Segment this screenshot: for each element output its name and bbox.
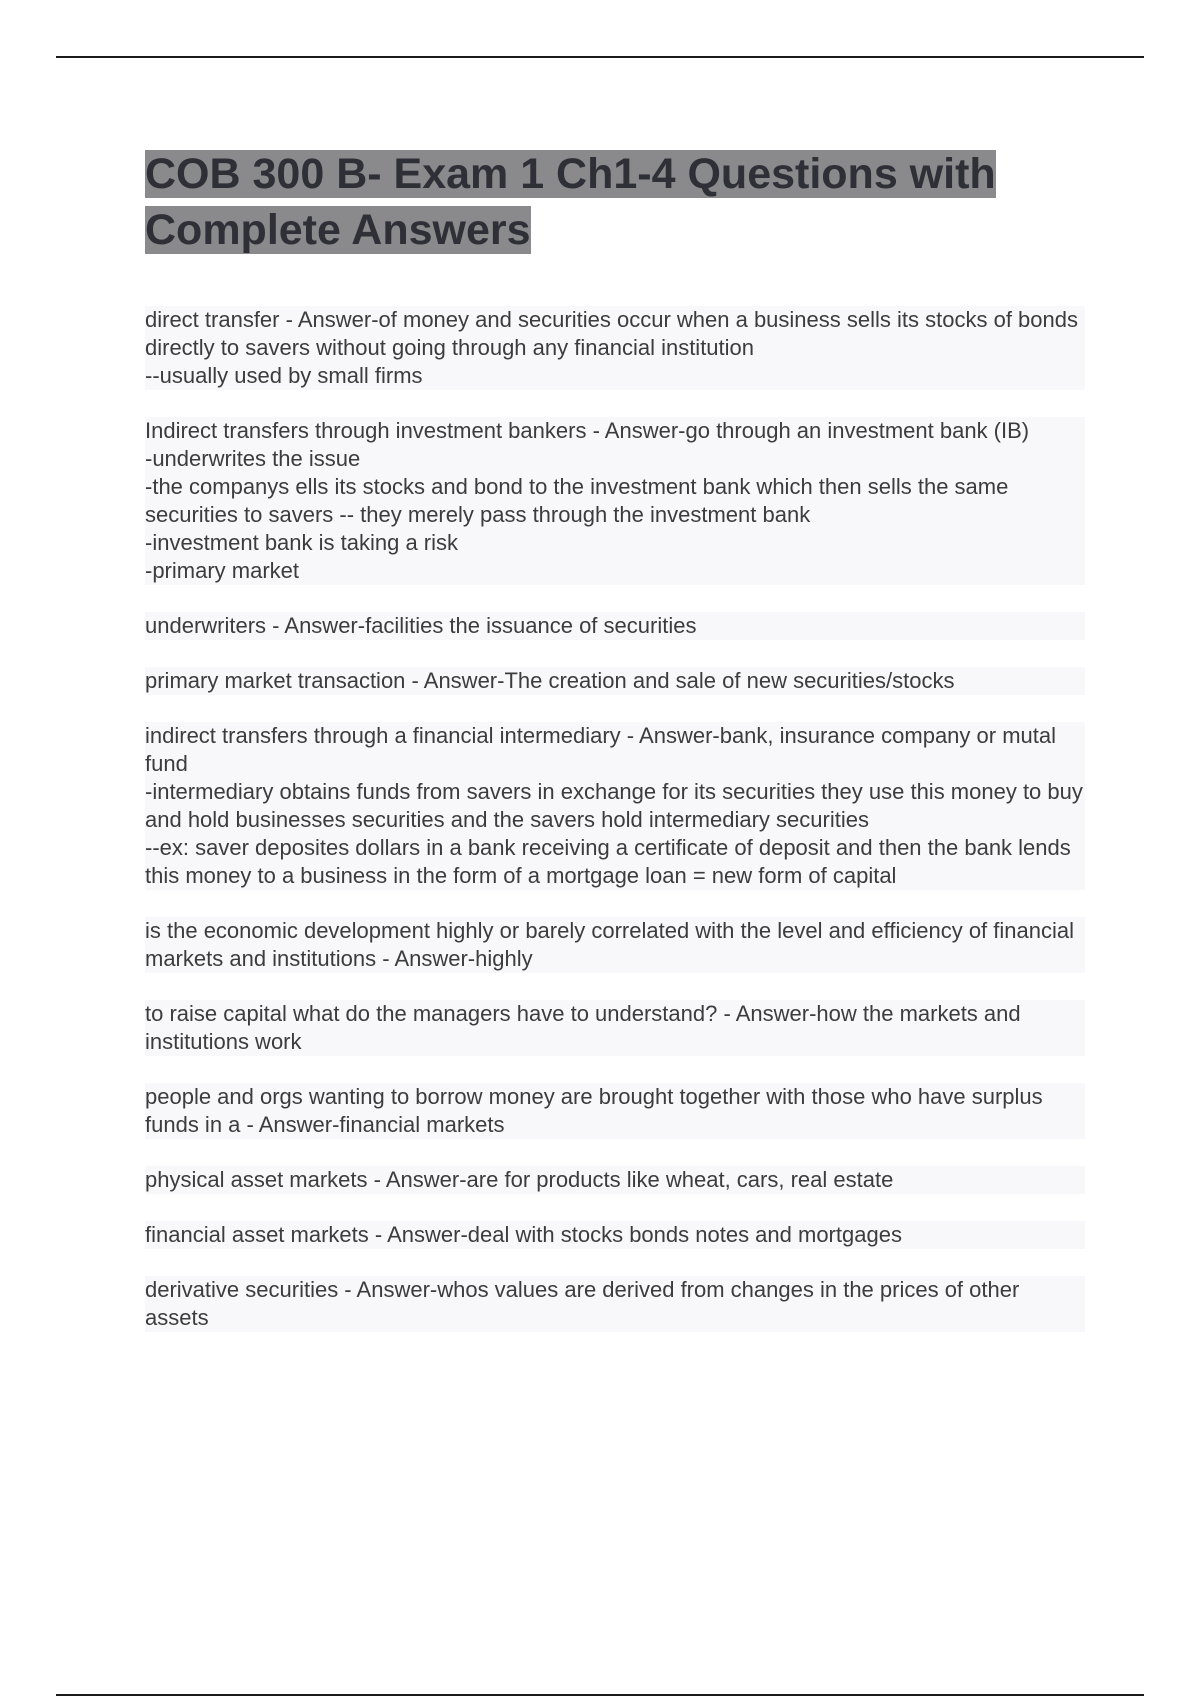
- qa-answer: Answer-facilities the issuance of securities: [284, 613, 697, 638]
- qa-term: people and orgs wanting to borrow money are brought together with those who have surplus funds in a: [145, 1084, 1043, 1137]
- qa-answer: Answer-go through an investment bank (IB) -underwrites the issue -the companys ells its stocks and bond to the investment bank which then sells the same securities to savers -- they merely pass through the investment bank -investment bank is taking a risk -primary market: [145, 418, 1030, 583]
- qa-term: underwriters: [145, 613, 267, 638]
- qa-entry: financial asset markets - Answer-deal with stocks bonds notes and mortgages: [145, 1221, 1085, 1249]
- document-title: [145, 146, 1085, 258]
- qa-answer: Answer-of money and securities occur when a business sells its stocks of bonds directly to savers without going through any financial institution --usually used by small firms: [145, 307, 1078, 388]
- qa-term: direct transfer: [145, 307, 280, 332]
- qa-term: is the economic development highly or barely correlated with the level and efficiency of financial markets and institutions: [145, 918, 1074, 971]
- document-body: [145, 146, 1085, 1359]
- qa-term: indirect transfers through a financial intermediary: [145, 723, 621, 748]
- document-title-text: COB 300 B- Exam 1 Ch1-4 Questions with Complete Answers: [145, 150, 996, 254]
- qa-term: physical asset markets: [145, 1167, 368, 1192]
- qa-answer: Answer-how the markets and institutions work: [145, 1001, 1021, 1054]
- qa-entry: indirect transfers through a financial intermediary - Answer-bank, insurance company or mutal fund -intermediary obtains funds from savers in exchange for its securities they use this money to buy and hold businesses securities and the savers hold intermediary securities --ex: saver deposites dollars in a bank receiving a certificate of deposit and then the bank lends this money to a business in the form of a mortgage loan = new form of capital: [145, 722, 1085, 890]
- qa-term: primary market transaction: [145, 668, 406, 693]
- qa-entry: is the economic development highly or barely correlated with the level and efficiency of financial markets and institutions - Answer-highly: [145, 917, 1085, 973]
- qa-answer: Answer-highly: [394, 946, 533, 971]
- qa-answer: Answer-The creation and sale of new securities/stocks: [423, 668, 955, 693]
- header-rule: [56, 56, 1144, 58]
- qa-answer: Answer-financial markets: [258, 1112, 505, 1137]
- qa-entry: derivative securities - Answer-whos values are derived from changes in the prices of other assets: [145, 1276, 1085, 1332]
- qa-answer: Answer-bank, insurance company or mutal fund -intermediary obtains funds from savers in exchange for its securities they use this money to buy and hold businesses securities and the savers hold intermediary securities --ex: saver deposites dollars in a bank receiving a certificate of deposit and then the bank lends this money to a business in the form of a mortgage loan = new form of capital: [145, 723, 1083, 888]
- qa-entry: Indirect transfers through investment bankers - Answer-go through an investment bank (IB) -underwrites the issue -the companys ells its stocks and bond to the investment bank which then sells the same securities to savers -- they merely pass through the investment bank -investment bank is taking a risk -primary market: [145, 417, 1085, 585]
- qa-answer: Answer-deal with stocks bonds notes and mortgages: [387, 1222, 902, 1247]
- qa-entry: underwriters - Answer-facilities the issuance of securities: [145, 612, 1085, 640]
- qa-entry: direct transfer - Answer-of money and securities occur when a business sells its stocks of bonds directly to savers without going through any financial institution --usually used by small firms: [145, 306, 1085, 390]
- qa-answer: Answer-whos values are derived from changes in the prices of other assets: [145, 1277, 1020, 1330]
- qa-term: derivative securities: [145, 1277, 339, 1302]
- qa-term: Indirect transfers through investment bankers: [145, 418, 587, 443]
- footer-rule: [56, 1694, 1144, 1696]
- qa-entry: primary market transaction - Answer-The creation and sale of new securities/stocks: [145, 667, 1085, 695]
- qa-entry: physical asset markets - Answer-are for products like wheat, cars, real estate: [145, 1166, 1085, 1194]
- qa-entry: people and orgs wanting to borrow money are brought together with those who have surplus funds in a - Answer-financial markets: [145, 1083, 1085, 1139]
- qa-term: to raise capital what do the managers have to understand?: [145, 1001, 718, 1026]
- qa-answer: Answer-are for products like wheat, cars, real estate: [385, 1167, 894, 1192]
- qa-term: financial asset markets: [145, 1222, 369, 1247]
- qa-entry: to raise capital what do the managers have to understand? - Answer-how the markets and institutions work: [145, 1000, 1085, 1056]
